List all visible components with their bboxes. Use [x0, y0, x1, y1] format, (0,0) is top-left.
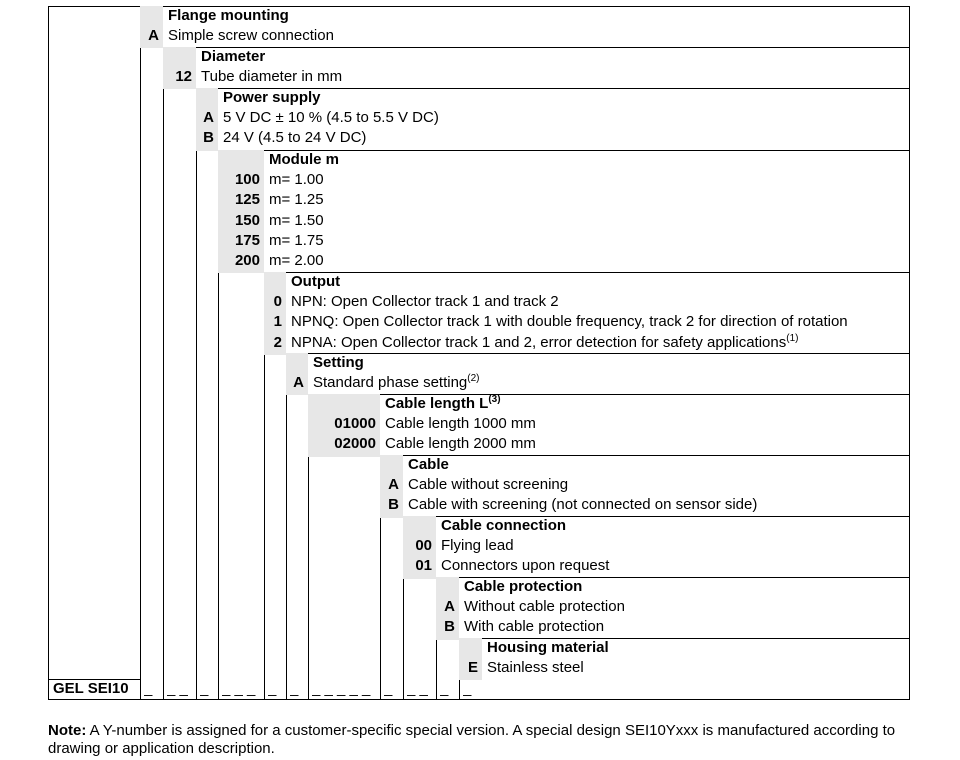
option-description: [464, 618, 604, 636]
option-code: 01000: [334, 415, 376, 433]
section-title: [313, 354, 364, 372]
option-code: 1: [273, 313, 282, 331]
option-text: 24 V (4.5 to 24 V DC): [223, 129, 367, 147]
option-code: A: [203, 109, 214, 127]
footnote-note: [48, 722, 908, 758]
option-description: [385, 415, 536, 433]
option-text: Cable with screening (not connected on sensor side): [408, 496, 758, 514]
option-text: Tube diameter in mm: [201, 68, 343, 86]
section-title: [269, 151, 339, 169]
type-code-placeholder: _: [144, 680, 153, 697]
option-description: [223, 109, 439, 127]
option-text: Cable length 1000 mm: [385, 415, 536, 433]
section-title-text: Diameter: [201, 48, 266, 65]
section-title: [464, 578, 582, 596]
type-code-placeholder: _: [268, 680, 277, 697]
option-text: Cable without screening: [408, 476, 569, 494]
option-code: 01: [415, 557, 432, 575]
section-title: [487, 639, 609, 657]
option-description: [385, 435, 536, 453]
type-code-placeholder: _: [440, 680, 449, 697]
section-title: [441, 517, 566, 535]
option-description: [269, 252, 324, 270]
option-text: Simple screw connection: [168, 27, 334, 45]
option-code: 0: [273, 293, 282, 311]
option-code: 100: [234, 171, 260, 189]
option-description: [408, 476, 568, 494]
option-description: [441, 557, 609, 575]
option-text: NPNQ: Open Collector track 1 with double frequency, track 2 for direction of rotation: [291, 313, 848, 331]
section-title-text: Setting: [313, 354, 364, 371]
option-text: Cable length 2000 mm: [385, 435, 536, 453]
footnote-ref: (3): [488, 394, 501, 405]
option-code: 175: [234, 231, 260, 249]
option-description: [464, 598, 625, 616]
option-text: m= 1.50: [269, 211, 324, 229]
section-title: [408, 456, 449, 474]
type-code-placeholder: _ _: [407, 680, 428, 697]
section-title-text: Cable connection: [441, 517, 567, 534]
section-title-text: Housing material: [487, 639, 609, 656]
section-title: [385, 395, 501, 413]
option-code: B: [388, 496, 399, 514]
option-code: A: [444, 598, 455, 616]
note-label: Note:: [48, 722, 87, 739]
type-code-placeholder: _: [290, 680, 299, 697]
section-title-text: Module m: [269, 151, 339, 168]
option-text: Without cable protection: [464, 598, 625, 616]
section-title: [201, 48, 265, 66]
option-text: Standard phase setting: [313, 374, 468, 392]
option-code: 12: [175, 68, 192, 86]
option-code: 2: [273, 333, 282, 351]
option-description: [291, 313, 848, 331]
option-description: [408, 496, 757, 514]
option-code: B: [203, 129, 214, 147]
section-title-text: Power supply: [223, 89, 321, 106]
footnote-ref: (1): [786, 332, 799, 344]
option-code: 02000: [334, 435, 376, 453]
option-code: 00: [415, 537, 432, 555]
option-description: [291, 334, 798, 352]
type-code-placeholder: _: [200, 680, 209, 697]
option-code: E: [467, 659, 478, 677]
option-description: [168, 27, 334, 45]
option-description: [487, 659, 584, 677]
option-description: [291, 293, 559, 311]
section-title-text: Cable protection: [464, 578, 583, 595]
section-title-text: Cable length L: [385, 395, 489, 412]
option-code: A: [388, 476, 399, 494]
section-title: [291, 273, 340, 291]
section-title-text: Cable: [408, 456, 449, 473]
option-code: A: [148, 27, 159, 45]
option-text: Stainless steel: [487, 659, 584, 677]
option-description: [269, 191, 324, 209]
option-text: m= 1.25: [269, 191, 324, 209]
option-description: [269, 212, 324, 230]
option-description: [313, 374, 480, 392]
type-code-placeholder: _: [384, 680, 393, 697]
option-description: [201, 68, 342, 86]
option-code: B: [444, 618, 455, 636]
section-title-text: Flange mounting: [168, 7, 289, 24]
option-text: m= 2.00: [269, 252, 324, 269]
type-code-placeholder: _ _ _: [222, 680, 256, 697]
option-text: NPNA: Open Collector track 1 and 2, error detection for safety applications: [291, 333, 787, 351]
option-code: A: [293, 374, 304, 392]
option-code: 200: [234, 252, 260, 269]
option-text: Flying lead: [441, 537, 514, 555]
option-text: Connectors upon request: [441, 557, 610, 575]
section-title-text: Output: [291, 273, 341, 290]
section-title: [223, 89, 321, 107]
type-code-placeholder: _: [463, 680, 472, 697]
option-description: [269, 232, 324, 250]
option-text: 5 V DC ± 10 % (4.5 to 5.5 V DC): [223, 109, 439, 127]
option-code: 150: [234, 211, 260, 229]
type-code-placeholder: _ _: [167, 680, 188, 697]
option-text: With cable protection: [464, 618, 605, 636]
type-code-placeholder: _ _ _ _ _: [312, 680, 371, 697]
option-description: [441, 537, 514, 555]
option-code: 125: [234, 191, 260, 209]
option-text: m= 1.75: [269, 231, 324, 249]
section-title: [168, 7, 289, 25]
note-text: A Y-number is assigned for a customer-specific special version. A special design SEI10Yxxx is manufactured according to drawing or application description.: [48, 722, 896, 757]
footnote-ref: (2): [467, 373, 480, 385]
option-text: NPN: Open Collector track 1 and track 2: [291, 293, 559, 311]
option-description: [269, 171, 324, 189]
option-description: [223, 129, 366, 147]
option-text: m= 1.00: [269, 171, 324, 189]
type-code-prefix: GEL SEI10: [53, 680, 129, 697]
